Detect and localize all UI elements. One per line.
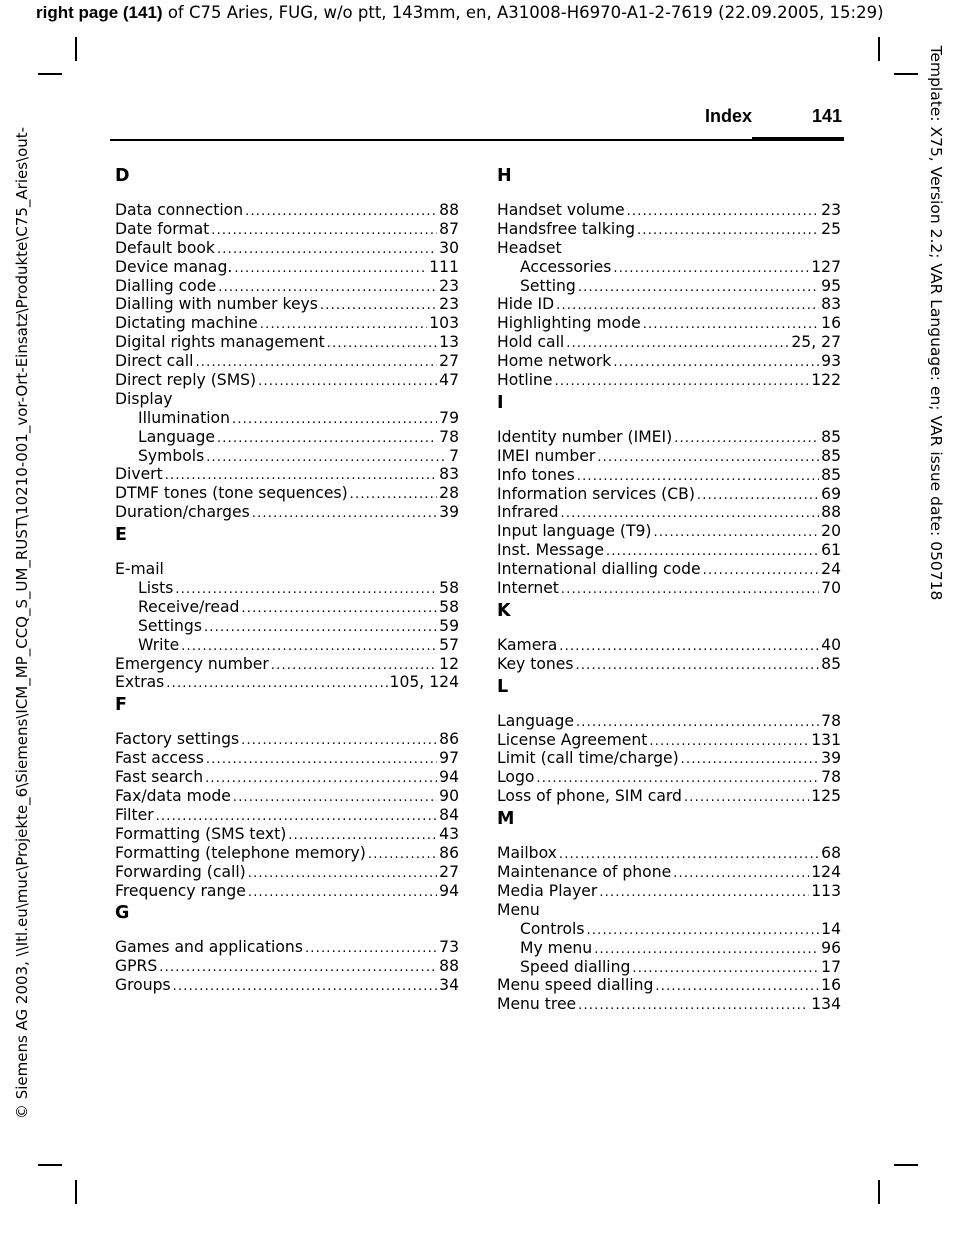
entry-page: 95 — [821, 276, 841, 295]
entry-page: 85 — [821, 427, 841, 446]
entry-page: 12 — [439, 654, 459, 673]
index-subentry — [115, 598, 459, 617]
entry-text: Handset volume — [497, 201, 625, 219]
entry-page: 14 — [821, 919, 841, 938]
index-entry — [497, 787, 841, 806]
entry-text: Handsfree talking — [497, 219, 636, 238]
dot-leader — [627, 203, 820, 222]
index-entry — [115, 882, 459, 901]
entry-text: Maintenance of phone — [497, 863, 672, 882]
entry-page: 94 — [439, 768, 459, 787]
index-entry — [115, 863, 459, 882]
dot-leader — [697, 487, 819, 506]
entry-page: 30 — [439, 238, 459, 257]
entry-text: Display — [115, 389, 173, 408]
index-entry — [115, 352, 459, 371]
dot-leader — [234, 260, 427, 279]
index-letter: M — [497, 809, 515, 830]
index-letter: F — [115, 695, 127, 716]
index-letter: I — [497, 392, 504, 413]
entry-text: Headset — [497, 238, 562, 257]
dot-leader — [674, 430, 819, 449]
index-subentry — [497, 277, 841, 296]
index-column-right — [497, 163, 841, 1014]
crop-mark — [38, 73, 62, 75]
dot-leader — [204, 619, 437, 638]
entry-text: Dialling with number keys — [115, 295, 318, 314]
index-letter: K — [497, 600, 511, 621]
entry-text: Controls — [520, 919, 585, 938]
entry-page: 58 — [439, 579, 459, 598]
entry-page: 34 — [439, 976, 459, 995]
entry-page: 73 — [439, 938, 459, 957]
entry-page: 90 — [439, 787, 459, 806]
entry-text: Lists — [138, 579, 174, 598]
entry-text: Menu speed dialling — [497, 976, 654, 995]
index-subentry — [115, 579, 459, 598]
entry-text: Kamera — [497, 635, 558, 654]
dot-leader — [211, 222, 437, 241]
dot-leader — [599, 884, 809, 903]
entry-page: 70 — [821, 579, 841, 598]
entry-text: Divert — [115, 465, 163, 484]
entry-text: Menu — [497, 900, 540, 919]
entry-page: 25 — [821, 219, 841, 238]
entry-text: Emergency number — [115, 654, 269, 673]
index-entry — [115, 844, 459, 863]
entry-page: 27 — [439, 862, 459, 881]
dot-leader — [233, 789, 437, 808]
index-entry — [497, 655, 841, 674]
entry-text: Identity number (IMEI) — [497, 427, 673, 446]
entry-page: 134 — [811, 995, 841, 1014]
entry-text: Duration/charges — [115, 503, 250, 522]
entry-text: Filter — [115, 805, 154, 824]
entry-text: Key tones — [497, 654, 574, 673]
entry-text: Receive/read — [138, 597, 240, 616]
entry-page: 24 — [821, 560, 841, 579]
entry-text: Loss of phone, SIM card — [497, 787, 682, 806]
entry-text: Fax/data mode — [115, 787, 231, 806]
index-entry — [115, 938, 459, 957]
index-letter: H — [497, 166, 512, 186]
index-letter: L — [497, 676, 509, 697]
crop-mark — [38, 1164, 62, 1166]
entry-text: Inst. Message — [497, 541, 604, 560]
entry-page: 87 — [439, 219, 459, 238]
entry-page: 127 — [811, 257, 841, 276]
entry-text: Default book — [115, 238, 215, 257]
index-entry — [115, 749, 459, 768]
entry-page: 96 — [821, 938, 841, 957]
entry-text: Infrared — [497, 503, 559, 522]
index-entry — [497, 636, 841, 655]
index-entry — [115, 220, 459, 239]
index-entry — [497, 768, 841, 787]
index-column-left — [115, 163, 459, 995]
index-entry — [497, 220, 841, 239]
entry-text: E-mail — [115, 560, 164, 579]
entry-page: 13 — [439, 333, 459, 352]
entry-text: Formatting (SMS text) — [115, 824, 287, 843]
entry-text: Speed dialling — [520, 957, 631, 976]
entry-text: GPRS — [115, 957, 158, 976]
index-entry — [497, 447, 841, 466]
index-entry — [497, 333, 841, 352]
index-entry — [497, 522, 841, 541]
entry-text: Fast search — [115, 768, 204, 787]
dot-leader — [613, 354, 819, 373]
entry-page: 23 — [439, 295, 459, 314]
index-entry — [115, 768, 459, 787]
entry-text: Input language (T9) — [497, 522, 652, 541]
index-subentry — [497, 920, 841, 939]
index-entry — [115, 239, 459, 258]
dot-leader — [241, 600, 437, 619]
index-entry — [115, 201, 459, 220]
entry-text: Menu tree — [497, 995, 577, 1014]
index-entry — [497, 541, 841, 560]
page-title: Index — [705, 106, 753, 126]
entry-text: Write — [138, 635, 180, 654]
dot-leader — [681, 751, 819, 770]
index-letter: E — [115, 525, 127, 546]
entry-page: 93 — [821, 352, 841, 371]
index-subentry — [497, 939, 841, 958]
entry-text: Language — [138, 427, 215, 446]
dot-leader — [655, 978, 819, 997]
entry-text: DTMF tones (tone sequences) — [115, 484, 348, 503]
index-entry — [115, 295, 459, 314]
entry-text: Dictating machine — [115, 314, 258, 333]
index-entry — [497, 712, 841, 731]
entry-text: Groups — [115, 976, 171, 995]
entry-text: Highlighting mode — [497, 314, 641, 333]
dot-leader — [684, 789, 809, 808]
dot-leader — [597, 449, 819, 468]
entry-page: 69 — [821, 484, 841, 503]
entry-page: 57 — [439, 635, 459, 654]
entry-text: Language — [497, 711, 574, 730]
entry-text: Digital rights management — [115, 333, 325, 352]
entry-page: 20 — [821, 522, 841, 541]
index-entry — [497, 731, 841, 750]
entry-text: International dialling code — [497, 560, 701, 579]
entry-page: 113 — [811, 881, 841, 900]
entry-page: 83 — [821, 295, 841, 314]
entry-text: Games and applications — [115, 938, 303, 957]
index-entry — [497, 485, 841, 504]
index-subentry — [115, 617, 459, 636]
index-entry — [115, 371, 459, 390]
entry-page: 85 — [821, 465, 841, 484]
entry-text: Mailbox — [497, 844, 557, 863]
dot-leader — [248, 865, 437, 884]
entry-text: Setting — [520, 276, 576, 295]
entry-text: Dialling code — [115, 276, 217, 295]
entry-page: 88 — [439, 957, 459, 976]
index-entry — [497, 882, 841, 901]
dot-leader — [327, 335, 437, 354]
entry-page: 122 — [811, 371, 841, 390]
dot-leader — [578, 279, 819, 298]
index-subentry — [115, 447, 459, 466]
entry-page: 78 — [439, 427, 459, 446]
entry-page: 78 — [821, 768, 841, 787]
crop-mark — [75, 37, 77, 61]
index-entry — [115, 503, 459, 522]
entry-text: My menu — [520, 938, 593, 957]
entry-page: 79 — [439, 408, 459, 427]
entry-page: 28 — [439, 484, 459, 503]
index-entry — [497, 314, 841, 333]
page-number: 141 — [811, 106, 842, 126]
index-entry — [497, 466, 841, 485]
index-entry — [115, 390, 459, 409]
dot-leader — [166, 675, 387, 694]
entry-text: IMEI number — [497, 446, 596, 465]
entry-page: 97 — [439, 749, 459, 768]
dot-leader — [248, 884, 437, 903]
dot-leader — [217, 241, 437, 260]
entry-text: Fast access — [115, 749, 204, 768]
entry-page: 88 — [821, 503, 841, 522]
entry-text: Settings — [138, 616, 202, 635]
entry-page: 59 — [439, 616, 459, 635]
index-subentry — [497, 958, 841, 977]
crop-mark — [878, 1180, 880, 1204]
index-letter: D — [115, 166, 130, 186]
index-entry — [115, 806, 459, 825]
entry-page: 40 — [821, 635, 841, 654]
side-template-text: Template: X75, Version 2.2; VAR Language: en; VAR issue date: 050718 — [927, 45, 945, 601]
entry-text: Symbols — [138, 446, 205, 465]
entry-page: 78 — [821, 711, 841, 730]
entry-page: 86 — [439, 843, 459, 862]
index-subentry — [497, 258, 841, 277]
entry-text: Device manag. — [115, 257, 233, 276]
index-entry — [497, 201, 841, 220]
index-letter: G — [115, 903, 130, 924]
index-entry — [115, 655, 459, 674]
entry-text: Info tones — [497, 465, 575, 484]
dot-leader — [258, 373, 437, 392]
dot-leader — [205, 770, 437, 789]
index-entry — [115, 314, 459, 333]
dot-leader — [217, 430, 437, 449]
index-entry — [115, 976, 459, 995]
index-entry — [115, 560, 459, 579]
index-entry — [497, 352, 841, 371]
entry-page: 16 — [821, 976, 841, 995]
dot-leader — [241, 732, 437, 751]
index-entry — [115, 465, 459, 484]
index-entry — [115, 484, 459, 503]
header-rule-thick — [752, 137, 844, 141]
entry-page: 61 — [821, 541, 841, 560]
crop-mark — [894, 73, 918, 75]
dot-leader — [559, 638, 819, 657]
dot-leader — [159, 959, 437, 978]
crop-mark — [894, 1164, 918, 1166]
dot-leader — [206, 449, 447, 468]
index-entry — [115, 957, 459, 976]
dot-leader — [654, 524, 820, 543]
entry-page: 47 — [439, 371, 459, 390]
index-entry — [497, 503, 841, 522]
index-entry — [497, 295, 841, 314]
entry-page: 85 — [821, 446, 841, 465]
entry-page: 103 — [429, 314, 459, 333]
dot-leader — [368, 846, 437, 865]
entry-page: 124 — [811, 863, 841, 882]
entry-text: Direct reply (SMS) — [115, 371, 257, 390]
dot-leader — [305, 940, 437, 959]
index-entry — [497, 995, 841, 1014]
index-entry — [115, 730, 459, 749]
entry-page: 23 — [821, 201, 841, 219]
entry-text: Hotline — [497, 371, 553, 390]
entry-text: Extras — [115, 673, 165, 692]
entry-page: 83 — [439, 465, 459, 484]
dot-leader — [555, 373, 810, 392]
entry-text: Internet — [497, 579, 559, 598]
dot-leader — [703, 562, 820, 581]
index-entry — [115, 673, 459, 692]
entry-text: Date format — [115, 219, 210, 238]
dot-leader — [632, 960, 819, 979]
print-header-rest: of C75 Aries, FUG, w/o ptt, 143mm, en, A31008-H6970-A1-2-7619 (22.09.2005, 15:29) — [162, 3, 884, 22]
dot-leader — [173, 978, 438, 997]
page-header — [110, 106, 844, 134]
entry-text: Factory settings — [115, 730, 240, 749]
entry-text: Home network — [497, 352, 612, 371]
dot-leader — [232, 411, 437, 430]
entry-page: 16 — [821, 314, 841, 333]
entry-text: Accessories — [520, 257, 612, 276]
entry-page: 94 — [439, 881, 459, 900]
entry-text: Logo — [497, 768, 535, 787]
dot-leader — [561, 581, 819, 600]
index-entry — [497, 976, 841, 995]
index-entry — [115, 258, 459, 277]
index-entry — [497, 371, 841, 390]
entry-page: 88 — [439, 201, 459, 219]
entry-text: Illumination — [138, 408, 230, 427]
entry-page: 39 — [439, 503, 459, 522]
entry-page: 84 — [439, 805, 459, 824]
crop-mark — [878, 37, 880, 61]
entry-page: 27 — [439, 352, 459, 371]
index-entry — [497, 844, 841, 863]
index-entry — [497, 901, 841, 920]
dot-leader — [245, 203, 437, 222]
dot-leader — [350, 486, 438, 505]
index-entry — [115, 825, 459, 844]
dot-leader — [673, 865, 809, 884]
header-rule — [110, 139, 755, 141]
index-entry — [115, 333, 459, 352]
entry-page: 25, 27 — [791, 333, 841, 352]
entry-page: 7 — [449, 446, 459, 465]
entry-page: 39 — [821, 749, 841, 768]
index-entry — [115, 787, 459, 806]
entry-text: Limit (call time/charge) — [497, 749, 679, 768]
index-entry — [115, 277, 459, 296]
dot-leader — [252, 505, 437, 524]
entry-text: Hold call — [497, 333, 565, 352]
entry-page: 131 — [811, 730, 841, 749]
entry-text: Hide ID — [497, 295, 555, 314]
entry-page: 68 — [821, 844, 841, 863]
index-entry — [497, 428, 841, 447]
entry-page: 86 — [439, 730, 459, 749]
index-subentry — [115, 636, 459, 655]
index-entry — [497, 749, 841, 768]
dot-leader — [613, 260, 809, 279]
entry-page: 125 — [811, 787, 841, 806]
entry-page: 23 — [439, 276, 459, 295]
entry-page: 43 — [439, 824, 459, 843]
side-path-text: © Siemens AG 2003, \\Itl.eu\muc\Projekte_6\Siemens\ICM_MP_CCQ_S_UM_RUST\10210-001_vor-Ort-Einsatz\Produkte\C75_Aries\out- — [13, 126, 31, 1120]
dot-leader — [320, 297, 437, 316]
print-header — [36, 3, 884, 23]
entry-page: 105, 124 — [389, 673, 459, 692]
dot-leader — [587, 922, 820, 941]
entry-page: 111 — [429, 257, 459, 276]
entry-text: Data connection — [115, 201, 244, 219]
entry-text: License Agreement — [497, 730, 648, 749]
print-header-bold: right page (141) — [36, 3, 163, 22]
entry-text: Information services (CB) — [497, 484, 695, 503]
index-entry — [497, 239, 841, 258]
entry-text: Forwarding (call) — [115, 862, 246, 881]
entry-page: 58 — [439, 597, 459, 616]
entry-text: Media Player — [497, 881, 598, 900]
index-entry — [497, 560, 841, 579]
entry-text: Direct call — [115, 352, 194, 371]
dot-leader — [575, 657, 819, 676]
crop-mark — [75, 1180, 77, 1204]
entry-text: Frequency range — [115, 881, 246, 900]
index-subentry — [115, 409, 459, 428]
dot-leader — [206, 751, 437, 770]
index-subentry — [115, 428, 459, 447]
index-entry — [497, 579, 841, 598]
index-entry — [497, 863, 841, 882]
entry-page: 17 — [821, 957, 841, 976]
dot-leader — [578, 997, 809, 1016]
entry-page: 85 — [821, 654, 841, 673]
entry-text: Formatting (telephone memory) — [115, 843, 366, 862]
dot-leader — [637, 222, 819, 241]
